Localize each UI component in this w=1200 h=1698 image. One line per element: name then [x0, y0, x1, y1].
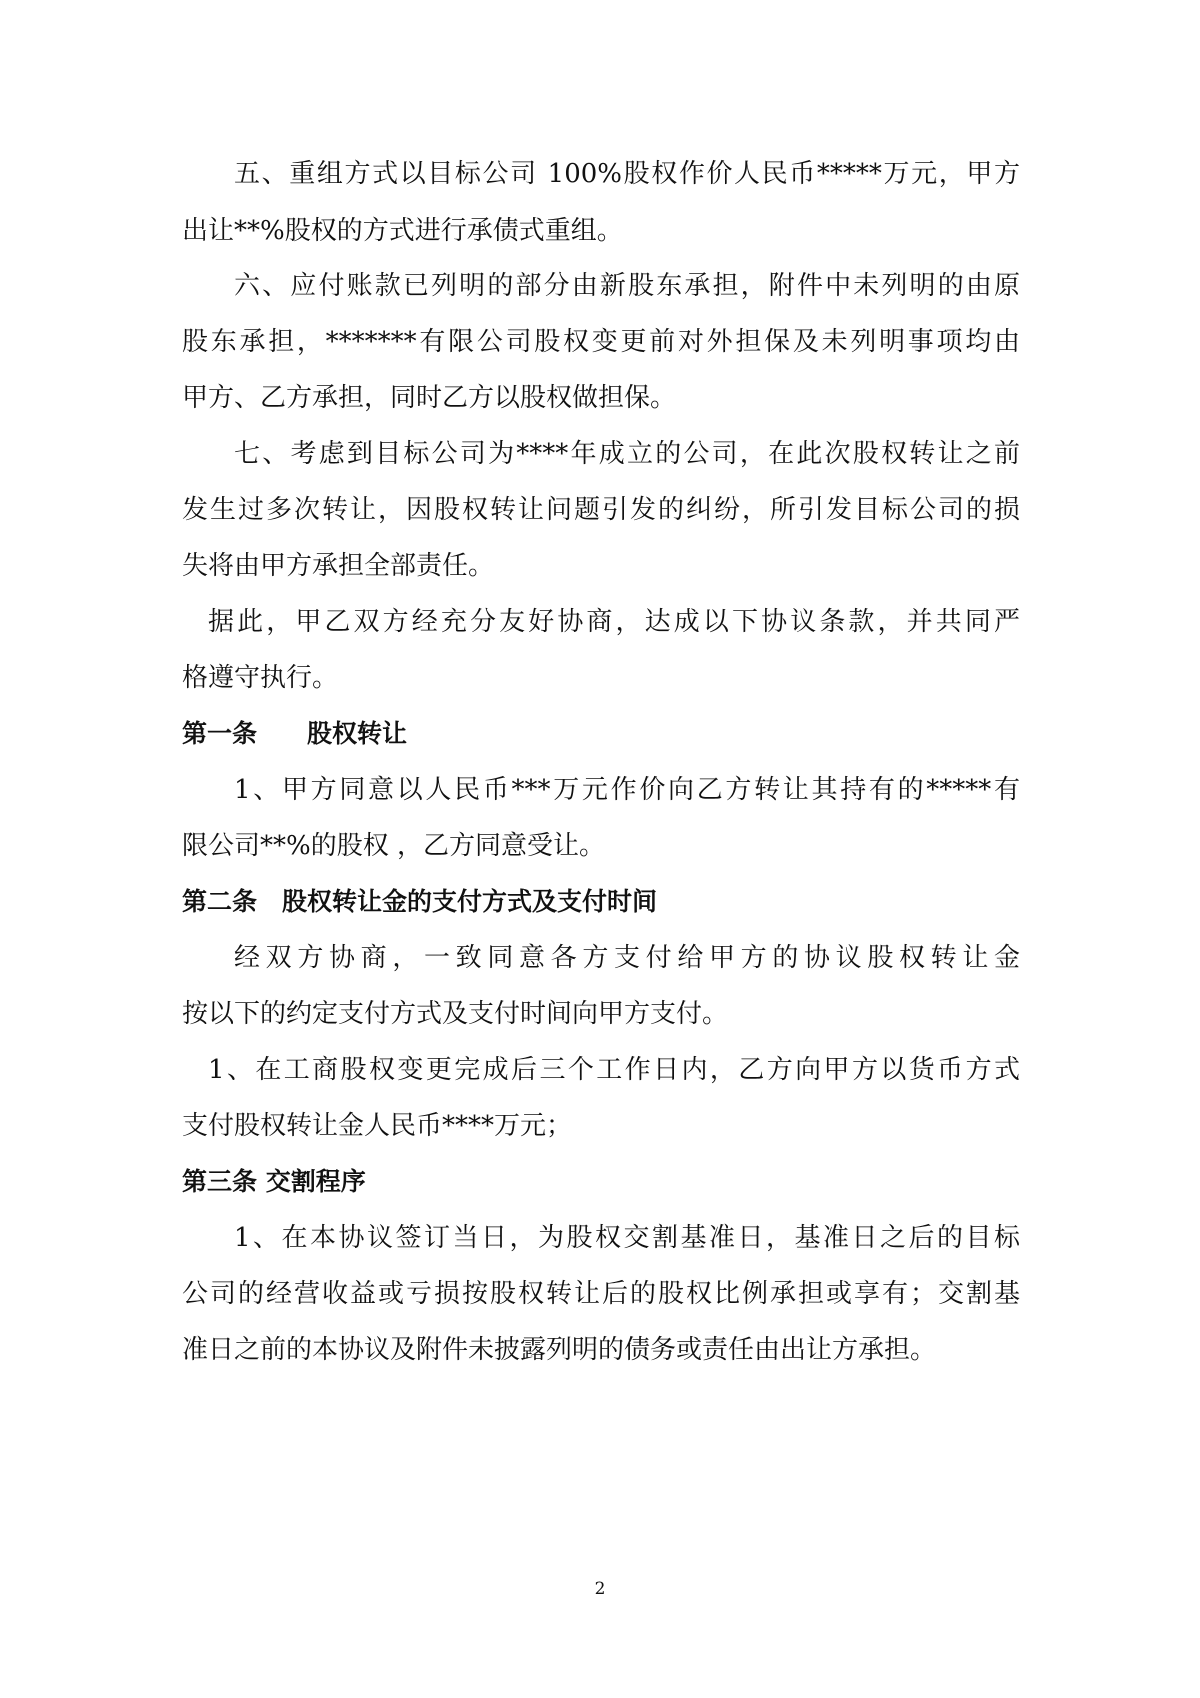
article-1-clause-1-line-1: 1、甲方同意以人民币***万元作价向乙方转让其持有的*****有 — [234, 775, 1020, 805]
article-2-clause-1-line-1: 1、在工商股权变更完成后三个工作日内，乙方向甲方以货币方式 — [208, 1055, 1020, 1085]
article-1-heading: 第一条 股权转让 — [182, 719, 408, 748]
agreement-intro-line-2: 格遵守执行。 — [182, 663, 339, 693]
article-2-paragraph-line-1: 经双方协商，一致同意各方支付给甲方的协议股权转让金 — [234, 943, 1020, 973]
agreement-intro-line-1: 据此，甲乙双方经充分友好协商，达成以下协议条款，并共同严 — [208, 607, 1020, 637]
page-number: 2 — [594, 1579, 606, 1599]
paragraph-6-line-2: 股东承担，*******有限公司股权变更前对外担保及未列明事项均由 — [182, 327, 1020, 357]
paragraph-5-line-2: 出让**%股权的方式进行承债式重组。 — [182, 216, 623, 246]
paragraph-6-line-3: 甲方、乙方承担，同时乙方以股权做担保。 — [182, 383, 677, 413]
article-2-paragraph-line-2: 按以下的约定支付方式及支付时间向甲方支付。 — [182, 999, 729, 1029]
article-3-heading: 第三条 交割程序 — [182, 1167, 366, 1196]
paragraph-7-line-2: 发生过多次转让，因股权转让问题引发的纠纷，所引发目标公司的损 — [182, 495, 1020, 525]
paragraph-5-line-1: 五、重组方式以目标公司 100%股权作价人民币*****万元，甲方 — [234, 159, 1020, 189]
article-1-clause-1-line-2: 限公司**%的股权 ，乙方同意受让。 — [182, 831, 605, 861]
article-3-clause-1-line-1: 1、在本协议签订当日，为股权交割基准日，基准日之后的目标 — [234, 1223, 1020, 1253]
paragraph-7-line-3: 失将由甲方承担全部责任。 — [182, 551, 495, 581]
article-3-clause-1-line-3: 准日之前的本协议及附件未披露列明的债务或责任由出让方承担。 — [182, 1335, 937, 1365]
paragraph-7-line-1: 七、考虑到目标公司为****年成立的公司，在此次股权转让之前 — [234, 439, 1020, 469]
article-3-clause-1-line-2: 公司的经营收益或亏损按股权转让后的股权比例承担或享有；交割基 — [182, 1279, 1020, 1309]
article-2-heading: 第二条 股权转让金的支付方式及支付时间 — [182, 887, 658, 916]
paragraph-6-line-1: 六、应付账款已列明的部分由新股东承担，附件中未列明的由原 — [234, 271, 1020, 301]
article-2-clause-1-line-2: 支付股权转让金人民币****万元； — [182, 1111, 573, 1141]
